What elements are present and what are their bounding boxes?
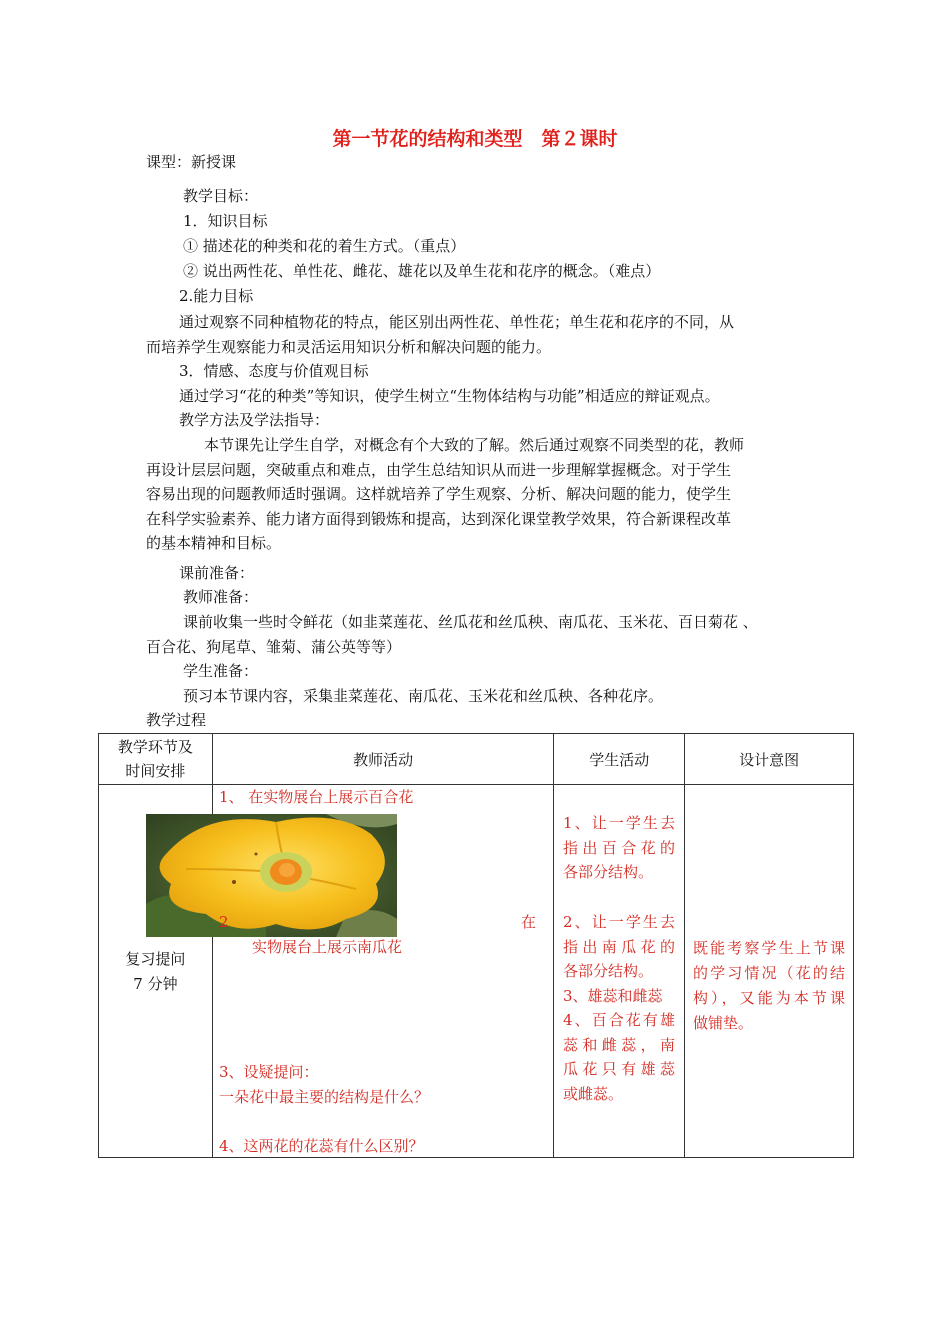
- student-line: 指出南瓜花的: [563, 937, 675, 956]
- student-line: 1、让一学生去: [563, 814, 675, 832]
- student-line: 各部分结构。: [563, 962, 654, 980]
- pumpkin-flower-image: [146, 814, 397, 937]
- stage-time: 7 分钟: [133, 975, 178, 993]
- method-line: 在科学实验素养、能力诸方面得到锻炼和提高，达到深化课堂教学效果，符合新课程改革: [146, 509, 732, 528]
- header-student: 学生活动: [554, 734, 685, 785]
- intent-line: 既能考察学生上节课: [693, 939, 845, 957]
- ability-line-1: 通过观察不同种植物花的特点，能区别出两性花、单性花；单生花和花序的不同，从: [179, 313, 735, 331]
- emotion-text: 通过学习“花的种类”等知识，使学生树立“生物体结构与功能”相适应的辩证观点。: [179, 387, 720, 405]
- student-line: 瓜花只有雄蕊: [563, 1060, 675, 1078]
- table-header-row: [99, 734, 854, 785]
- teacher-step-3-question: 一朵花中最主要的结构是什么？: [219, 1088, 430, 1106]
- method-line: 的基本精神和目标。: [146, 534, 282, 552]
- ability-heading: 2.能力目标: [179, 287, 254, 305]
- student-line: 或雌蕊。: [563, 1084, 624, 1103]
- student-prep-text: 预习本节课内容，采集韭菜莲花、南瓜花、玉米花和丝瓜秧、各种花序。: [183, 687, 664, 705]
- stage-name: 复习提问: [125, 950, 186, 968]
- knowledge-item-1: ① 描述花的种类和花的着生方式。（重点）: [183, 237, 466, 255]
- header-intent: 设计意图: [685, 734, 854, 785]
- method-paragraph: [146, 433, 806, 556]
- pumpkin-flower-illustration: [146, 814, 397, 937]
- teacher-step-4: 4、这两花的花蕊有什么区别？: [219, 1137, 424, 1155]
- method-line: 本节课先让学生自学，对概念有个大致的了解。然后通过观察不同类型的花，教师: [204, 436, 745, 454]
- intent-line: 做铺垫。: [693, 1014, 754, 1032]
- intent-line: 构），又能为本节课: [693, 989, 845, 1007]
- teacher-step-2-word: 在: [521, 913, 537, 931]
- teacher-step-2: 实物展台上展示南瓜花: [252, 938, 403, 956]
- teacher-step-3: 3、设疑提问：: [219, 1063, 319, 1081]
- knowledge-heading: 1．知识目标: [183, 212, 268, 230]
- course-type: 课型：新授课: [146, 153, 237, 171]
- student-line: 各部分结构。: [563, 863, 654, 881]
- method-line: 再设计层层问题，突破重点和难点，由学生总结知识从而进一步理解掌握概念。对于学生: [146, 460, 732, 479]
- ability-line-2: 而培养学生观察能力和灵活运用知识分析和解决问题的能力。: [146, 338, 552, 356]
- teacher-prep-heading: 教师准备：: [183, 588, 259, 606]
- teacher-step-2-number: 2: [219, 913, 229, 931]
- header-teacher: 教师活动: [212, 734, 554, 785]
- knowledge-item-2: ② 说出两性花、单性花、雌花、雄花以及单生花和花序的概念。（难点）: [183, 262, 661, 280]
- method-line: 容易出现的问题教师适时强调。这样就培养了学生观察、分析、解决问题的能力，使学生: [146, 485, 732, 503]
- student-activity-1: [563, 811, 675, 885]
- student-prep-heading: 学生准备：: [183, 662, 259, 680]
- goals-heading: 教学目标：: [183, 187, 259, 205]
- emotion-heading: 3．情感、态度与价值观目标: [179, 362, 369, 380]
- teacher-prep-line-1: 课前收集一些时令鲜花（如韭菜莲花、丝瓜花和丝瓜秧、南瓜花、玉米花、百日菊花 、: [183, 613, 758, 631]
- process-heading: 教学过程: [146, 711, 207, 729]
- prep-heading: 课前准备：: [179, 564, 255, 582]
- teacher-step-1: 1、 在实物展台上展示百合花: [219, 788, 414, 806]
- method-heading: 教学方法及学法指导：: [179, 411, 330, 429]
- design-intent: [693, 936, 845, 1036]
- student-line: 指出百合花的: [563, 838, 675, 857]
- header-stage: [99, 734, 213, 785]
- student-line: 4、百合花有雄: [563, 1011, 675, 1029]
- page-title: 第一节花的结构和类型 第２课时: [332, 128, 618, 150]
- teacher-prep-line-2: 百合花、狗尾草、雏菊、蒲公英等等）: [146, 638, 402, 656]
- student-line: 蕊和雌蕊，南: [563, 1035, 675, 1054]
- header-stage-line-2: 时间安排: [125, 762, 186, 780]
- intent-line: 的学习情况（花的结: [693, 964, 845, 982]
- student-line: 2、让一学生去: [563, 913, 675, 931]
- student-line: 3、雄蕊和雌蕊: [563, 986, 663, 1005]
- student-activity-2: [563, 910, 675, 1106]
- header-stage-line-1: 教学环节及: [117, 738, 193, 756]
